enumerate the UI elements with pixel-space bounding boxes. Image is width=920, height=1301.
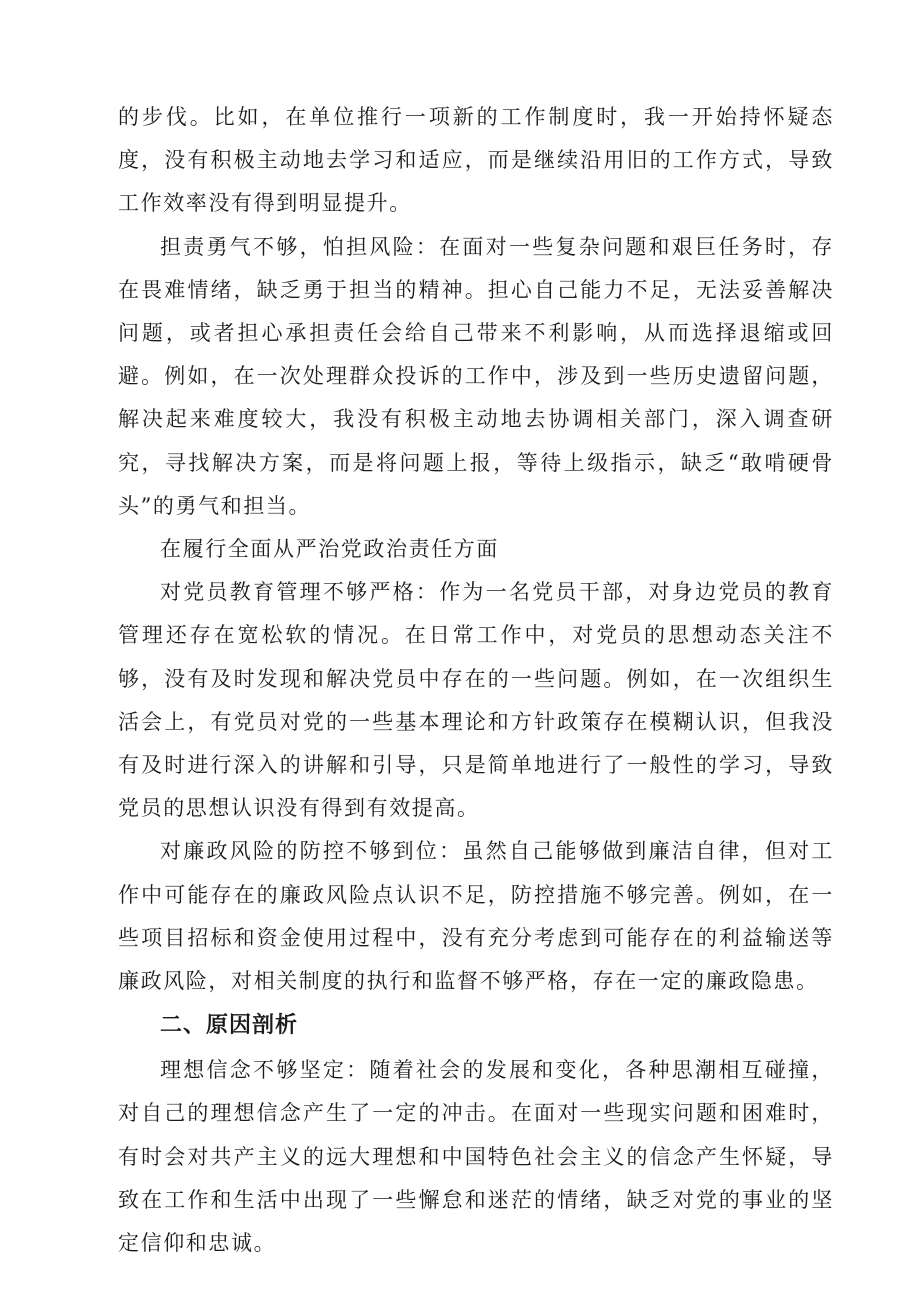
- paragraph-integrity-risk: 对廉政风险的防控不够到位：虽然自己能够做到廉洁自律，但对工作中可能存在的廉政风险点认识不足，防控措施不够完善。例如，在一些项目招标和资金使用过程中，没有充分考虑到可能存在的利益输送等廉政风险，对相关制度的执行和监督不够严格，存在一定的廉政隐患。: [118, 839, 834, 994]
- paragraph-continued: 的步伐。比如，在单位推行一项新的工作制度时，我一开始持怀疑态度，没有积极主动地去学习和适应，而是继续沿用旧的工作方式，导致工作效率没有得到明显提升。: [118, 105, 834, 216]
- paragraph-member-education: 对党员教育管理不够严格：作为一名党员干部，对身边党员的教育管理还存在宽松软的情况。在日常工作中，对党员的思想动态关注不够，没有及时发现和解决党员中存在的一些问题。例如，在一次组织生活会上，有党员对党的一些基本理论和方针政策存在模糊认识，但我没有及时进行深入的讲解和引导，只是简单地进行了一般性的学习，导致党员的思想认识没有得到有效提高。: [118, 580, 834, 821]
- section-heading: 二、原因剖析: [160, 1013, 299, 1039]
- paragraph-responsibility-courage: 担责勇气不够，怕担风险：在面对一些复杂问题和艰巨任务时，存在畏难情绪，缺乏勇于担当的精神。担心自己能力不足，无法妥善解决问题，或者担心承担责任会给自己带来不利影响，从而选择退缩或回避。例如，在一次处理群众投诉的工作中，涉及到一些历史遗留问题，解决起来难度较大，我没有积极主动地去协调相关部门，深入调查研究，寻找解决方案，而是将问题上报，等待上级指示，缺乏“敢啃硬骨头”的勇气和担当。: [118, 234, 834, 518]
- paragraph-ideals-beliefs: 理想信念不够坚定：随着社会的发展和变化，各种思潮相互碰撞，对自己的理想信念产生了一定的冲击。在面对一些现实问题和困难时，有时会对共产主义的远大理想和中国特色社会主义的信念产生怀疑，导致在工作和生活中出现了一些懈怠和迷茫的情绪，缺乏对党的事业的坚定信仰和忠诚。: [118, 1058, 834, 1256]
- subsection-title: 在履行全面从严治党政治责任方面: [160, 537, 499, 562]
